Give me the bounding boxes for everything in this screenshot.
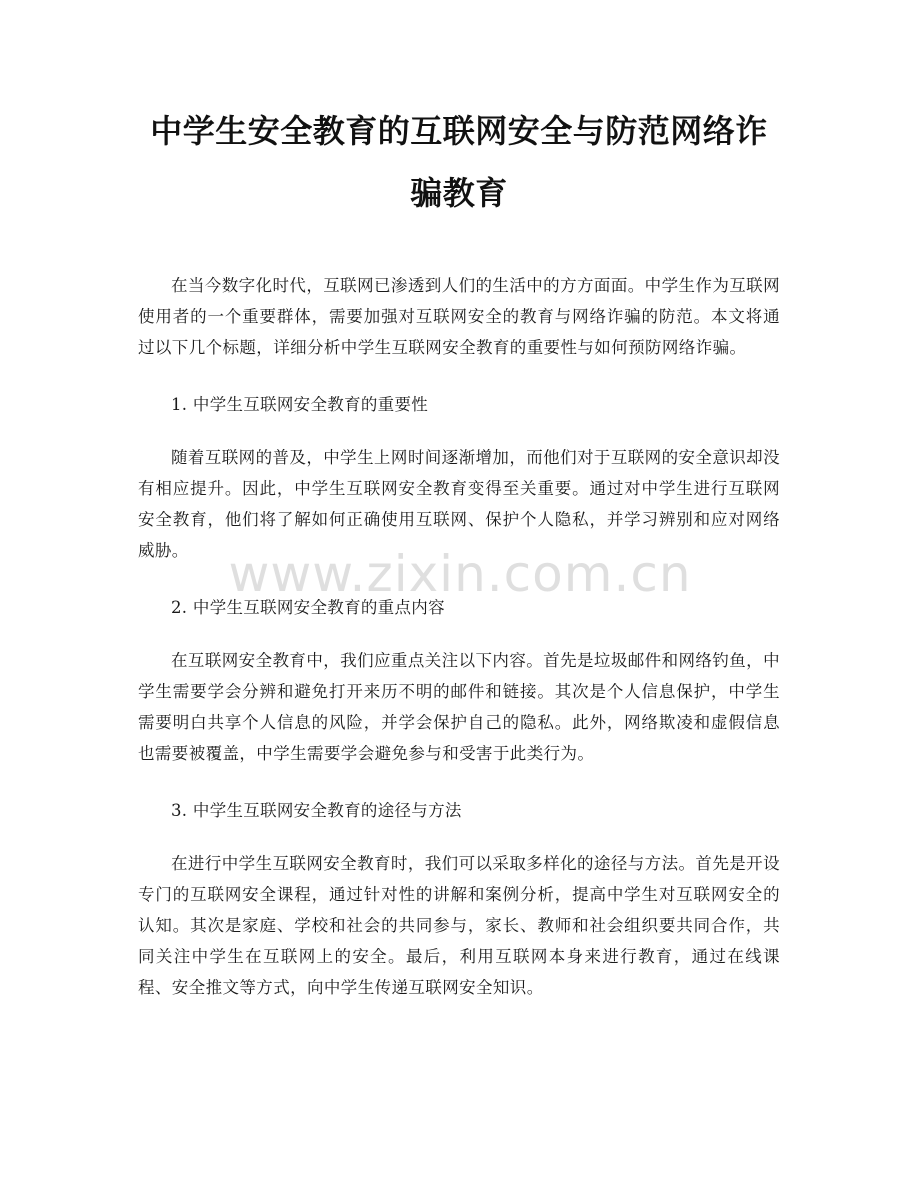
section-2-body: 在互联网安全教育中，我们应重点关注以下内容。首先是垃圾邮件和网络钓鱼，中学生需要学会分辨和避免打开来历不明的邮件和链接。其次是个人信息保护，中学生需要明白共享个人信息的风险，并学会保护自己的隐私。此外，网络欺凌和虚假信息也需要被覆盖，中学生需要学会避免参与和受害于此类行为。 [138, 651, 780, 763]
document-title: 中学生安全教育的互联网安全与防范网络诈骗教育 [150, 112, 768, 212]
section-1-body: 随着互联网的普及，中学生上网时间逐渐增加，而他们对于互联网的安全意识却没有相应提升。因此，中学生互联网安全教育变得至关重要。通过对中学生进行互联网安全教育，他们将了解如何正确使用互联网、保护个人隐私，并学习辨别和应对网络威胁。 [138, 448, 780, 560]
section-1-heading: 1. 中学生互联网安全教育的重要性 [171, 395, 429, 414]
section-3-heading: 3. 中学生互联网安全教育的途径与方法 [171, 801, 462, 820]
watermark-text: www.zixin.com.cn [228, 545, 692, 603]
intro-paragraph: 在当今数字化时代，互联网已渗透到人们的生活中的方方面面。中学生作为互联网使用者的一个重要群体，需要加强对互联网安全的教育与网络诈骗的防范。本文将通过以下几个标题，详细分析中学生互联网安全教育的重要性与如何预防网络诈骗。 [138, 276, 780, 357]
section-3-body: 在进行中学生互联网安全教育时，我们可以采取多样化的途径与方法。首先是开设专门的互联网安全课程，通过针对性的讲解和案例分析，提高中学生对互联网安全的认知。其次是家庭、学校和社会的共同参与，家长、教师和社会组织要共同合作，共同关注中学生在互联网上的安全。最后，利用互联网本身来进行教育，通过在线课程、安全推文等方式，向中学生传递互联网安全知识。 [138, 854, 780, 997]
section-2-heading: 2. 中学生互联网安全教育的重点内容 [171, 598, 445, 617]
